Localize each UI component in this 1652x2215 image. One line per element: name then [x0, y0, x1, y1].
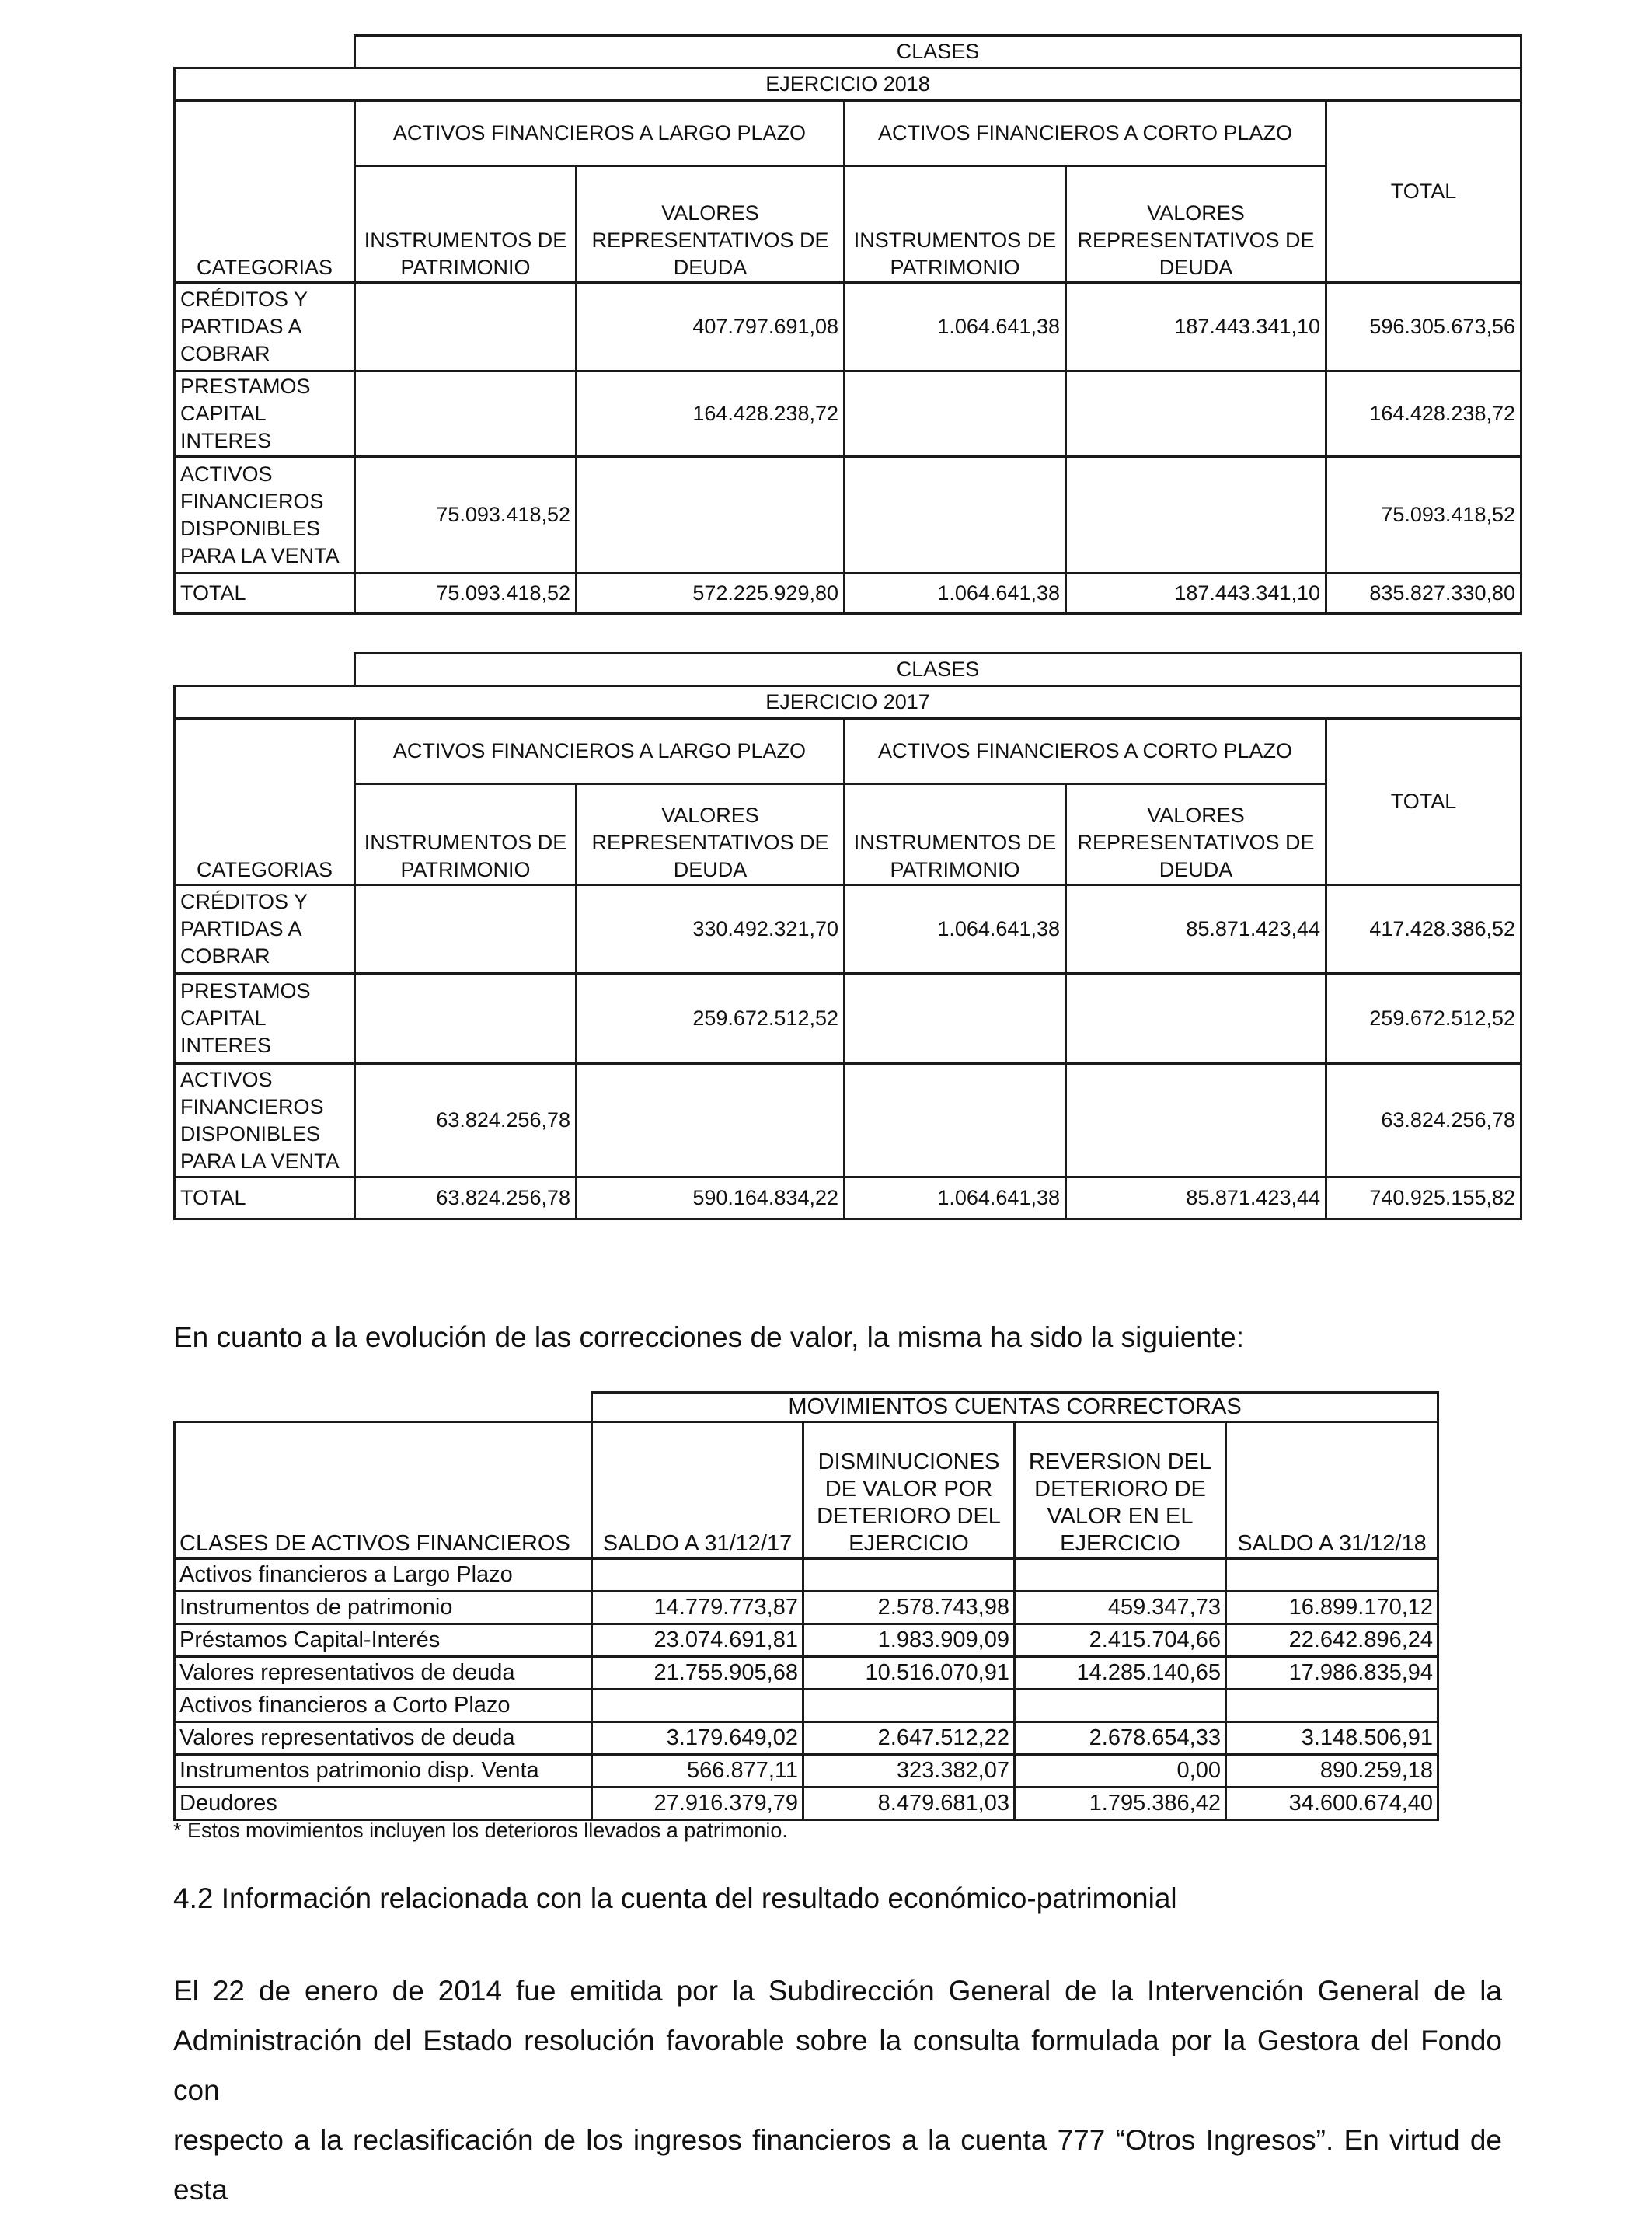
table-movimientos: [173, 1391, 1439, 1821]
clases-header: CLASES: [355, 654, 1521, 686]
row-label: ACTIVOS FINANCIEROS DISPONIBLES PARA LA VENTA: [175, 1064, 355, 1177]
cell-value: 835.827.330,80: [1326, 574, 1521, 614]
cell-value: 596.305.673,56: [1326, 283, 1521, 371]
cell-value: [845, 974, 1066, 1064]
row-label: Deudores: [175, 1788, 592, 1820]
sub-header-instrumentos: INSTRUMENTOS DE PATRIMONIO: [845, 166, 1066, 283]
clases-header: CLASES: [355, 36, 1521, 68]
row-label: PRESTAMOS CAPITAL INTERES: [175, 371, 355, 457]
cell-value: [1066, 1064, 1326, 1177]
cell-value: [577, 457, 845, 574]
cell-value: [1066, 457, 1326, 574]
body-line: Administración del Estado resolución favorable sobre la consulta formulada por la Gestora del Fondo con: [173, 2025, 1502, 2106]
cell-value: 63.824.256,78: [1326, 1064, 1521, 1177]
table-row: [175, 1064, 1521, 1177]
cell-value: 259.672.512,52: [577, 974, 845, 1064]
saldo-inicial-header: SALDO A 31/12/17: [592, 1422, 803, 1559]
table-row: [175, 1722, 1438, 1755]
group-corto-plazo: ACTIVOS FINANCIEROS A CORTO PLAZO: [845, 101, 1326, 166]
row-label: Valores representativos de deuda: [175, 1657, 592, 1690]
ejercicio-header: EJERCICIO 2018: [175, 68, 1521, 101]
categorias-header: CATEGORIAS: [175, 719, 355, 885]
cell-value: 2.578.743,98: [803, 1592, 1015, 1624]
sub-header-valores: VALORES REPRESENTATIVOS DE DEUDA: [577, 784, 845, 885]
sub-header-instrumentos: INSTRUMENTOS DE PATRIMONIO: [355, 784, 577, 885]
cell-value: 0,00: [1015, 1755, 1226, 1788]
cell-value: 2.415.704,66: [1015, 1624, 1226, 1657]
footnote: * Estos movimientos incluyen los deterioros llevados a patrimonio.: [173, 1819, 788, 1842]
section-heading: 4.2 Información relacionada con la cuenta del resultado económico-patrimonial: [173, 1882, 1177, 1914]
table-clases-2017: [173, 652, 1522, 1220]
cell-value: [355, 974, 577, 1064]
categorias-header: CATEGORIAS: [175, 101, 355, 283]
cell-value: [1015, 1559, 1226, 1592]
cell-value: [845, 457, 1066, 574]
sub-header-valores: VALORES REPRESENTATIVOS DE DEUDA: [1066, 166, 1326, 283]
cell-value: 10.516.070,91: [803, 1657, 1015, 1690]
cell-value: 164.428.238,72: [577, 371, 845, 457]
cell-value: 407.797.691,08: [577, 283, 845, 371]
table-row: [175, 1624, 1438, 1657]
body-line: respecto a la reclasificación de los ingresos financieros a la cuenta 777 “Otros Ingresos”. En virtud de esta: [173, 2124, 1502, 2206]
cell-value: [592, 1559, 803, 1592]
row-label: Activos financieros a Corto Plazo: [175, 1690, 592, 1722]
clases-header: CLASES DE ACTIVOS FINANCIEROS: [175, 1422, 592, 1559]
cell-value: 14.779.773,87: [592, 1592, 803, 1624]
cell-value: [803, 1690, 1015, 1722]
movimientos-title: MOVIMIENTOS CUENTAS CORRECTORAS: [592, 1393, 1438, 1422]
cell-value: [845, 1064, 1066, 1177]
row-label: ACTIVOS FINANCIEROS DISPONIBLES PARA LA VENTA: [175, 457, 355, 574]
group-largo-plazo: ACTIVOS FINANCIEROS A LARGO PLAZO: [355, 719, 845, 784]
cell-value: 2.678.654,33: [1015, 1722, 1226, 1755]
cell-value: 459.347,73: [1015, 1592, 1226, 1624]
sub-header-instrumentos: INSTRUMENTOS DE PATRIMONIO: [355, 166, 577, 283]
table-row: [175, 371, 1521, 457]
saldo-final-header: SALDO A 31/12/18: [1226, 1422, 1438, 1559]
cell-value: [1226, 1559, 1438, 1592]
cell-value: 21.755.905,68: [592, 1657, 803, 1690]
cell-value: [577, 1064, 845, 1177]
table-clases-2018: [173, 34, 1522, 615]
cell-value: 417.428.386,52: [1326, 885, 1521, 974]
cell-value: 8.479.681,03: [803, 1788, 1015, 1820]
cell-value: 1.064.641,38: [845, 283, 1066, 371]
cell-value: 890.259,18: [1226, 1755, 1438, 1788]
row-label: TOTAL: [175, 574, 355, 614]
cell-value: 85.871.423,44: [1066, 1177, 1326, 1219]
row-label: Activos financieros a Largo Plazo: [175, 1559, 592, 1592]
sub-header-valores: VALORES REPRESENTATIVOS DE DEUDA: [577, 166, 845, 283]
total-row: [175, 1177, 1521, 1219]
cell-value: [1015, 1690, 1226, 1722]
cell-value: 23.074.691,81: [592, 1624, 803, 1657]
cell-value: [355, 371, 577, 457]
total-header: TOTAL: [1326, 719, 1521, 885]
cell-value: 187.443.341,10: [1066, 283, 1326, 371]
row-label: Valores representativos de deuda: [175, 1722, 592, 1755]
cell-value: 85.871.423,44: [1066, 885, 1326, 974]
cell-value: 75.093.418,52: [355, 574, 577, 614]
ejercicio-header: EJERCICIO 2017: [175, 686, 1521, 719]
cell-value: 1.795.386,42: [1015, 1788, 1226, 1820]
cell-value: 34.600.674,40: [1226, 1788, 1438, 1820]
cell-value: 590.164.834,22: [577, 1177, 845, 1219]
table-row: [175, 1592, 1438, 1624]
sub-header-instrumentos: INSTRUMENTOS DE PATRIMONIO: [845, 784, 1066, 885]
section-row: [175, 1690, 1438, 1722]
row-label: TOTAL: [175, 1177, 355, 1219]
group-corto-plazo: ACTIVOS FINANCIEROS A CORTO PLAZO: [845, 719, 1326, 784]
cell-value: [1066, 371, 1326, 457]
cell-value: 75.093.418,52: [355, 457, 577, 574]
cell-value: 740.925.155,82: [1326, 1177, 1521, 1219]
cell-value: 63.824.256,78: [355, 1177, 577, 1219]
total-row: [175, 574, 1521, 614]
table-row: [175, 457, 1521, 574]
cell-value: 75.093.418,52: [1326, 457, 1521, 574]
section-row: [175, 1559, 1438, 1592]
cell-value: 1.064.641,38: [845, 1177, 1066, 1219]
row-label: PRESTAMOS CAPITAL INTERES: [175, 974, 355, 1064]
cell-value: 2.647.512,22: [803, 1722, 1015, 1755]
cell-value: [592, 1690, 803, 1722]
cell-value: [355, 283, 577, 371]
cell-value: 27.916.379,79: [592, 1788, 803, 1820]
cell-value: [355, 885, 577, 974]
table-row: [175, 974, 1521, 1064]
cell-value: 187.443.341,10: [1066, 574, 1326, 614]
body-line: El 22 de enero de 2014 fue emitida por la Subdirección General de la Intervención General de la: [173, 1975, 1502, 2007]
table-row: [175, 1657, 1438, 1690]
intro-paragraph: En cuanto a la evolución de las correcciones de valor, la misma ha sido la siguiente:: [173, 1321, 1244, 1353]
cell-value: 330.492.321,70: [577, 885, 845, 974]
cell-value: 572.225.929,80: [577, 574, 845, 614]
table-row: [175, 1755, 1438, 1788]
cell-value: 3.179.649,02: [592, 1722, 803, 1755]
table-row: [175, 283, 1521, 371]
row-label: Instrumentos patrimonio disp. Venta: [175, 1755, 592, 1788]
row-label: CRÉDITOS Y PARTIDAS A COBRAR: [175, 283, 355, 371]
table-row: [175, 885, 1521, 974]
row-label: CRÉDITOS Y PARTIDAS A COBRAR: [175, 885, 355, 974]
row-label: Préstamos Capital-Interés: [175, 1624, 592, 1657]
cell-value: [1226, 1690, 1438, 1722]
cell-value: [845, 371, 1066, 457]
sub-header-valores: VALORES REPRESENTATIVOS DE DEUDA: [1066, 784, 1326, 885]
table-row: [175, 1788, 1438, 1820]
cell-value: 63.824.256,78: [355, 1064, 577, 1177]
row-label: Instrumentos de patrimonio: [175, 1592, 592, 1624]
body-paragraph: [173, 1966, 1502, 2215]
cell-value: 22.642.896,24: [1226, 1624, 1438, 1657]
cell-value: 1.064.641,38: [845, 574, 1066, 614]
disminuciones-header: DISMINUCIONES DE VALOR POR DETERIORO DEL EJERCICIO: [803, 1422, 1015, 1559]
reversion-header: REVERSION DEL DETERIORO DE VALOR EN EL EJERCICIO: [1015, 1422, 1226, 1559]
total-header: TOTAL: [1326, 101, 1521, 283]
cell-value: 1.064.641,38: [845, 885, 1066, 974]
cell-value: 566.877,11: [592, 1755, 803, 1788]
cell-value: 164.428.238,72: [1326, 371, 1521, 457]
cell-value: 16.899.170,12: [1226, 1592, 1438, 1624]
cell-value: 259.672.512,52: [1326, 974, 1521, 1064]
cell-value: 323.382,07: [803, 1755, 1015, 1788]
cell-value: 17.986.835,94: [1226, 1657, 1438, 1690]
cell-value: 1.983.909,09: [803, 1624, 1015, 1657]
cell-value: 14.285.140,65: [1015, 1657, 1226, 1690]
cell-value: [803, 1559, 1015, 1592]
cell-value: 3.148.506,91: [1226, 1722, 1438, 1755]
cell-value: [1066, 974, 1326, 1064]
group-largo-plazo: ACTIVOS FINANCIEROS A LARGO PLAZO: [355, 101, 845, 166]
